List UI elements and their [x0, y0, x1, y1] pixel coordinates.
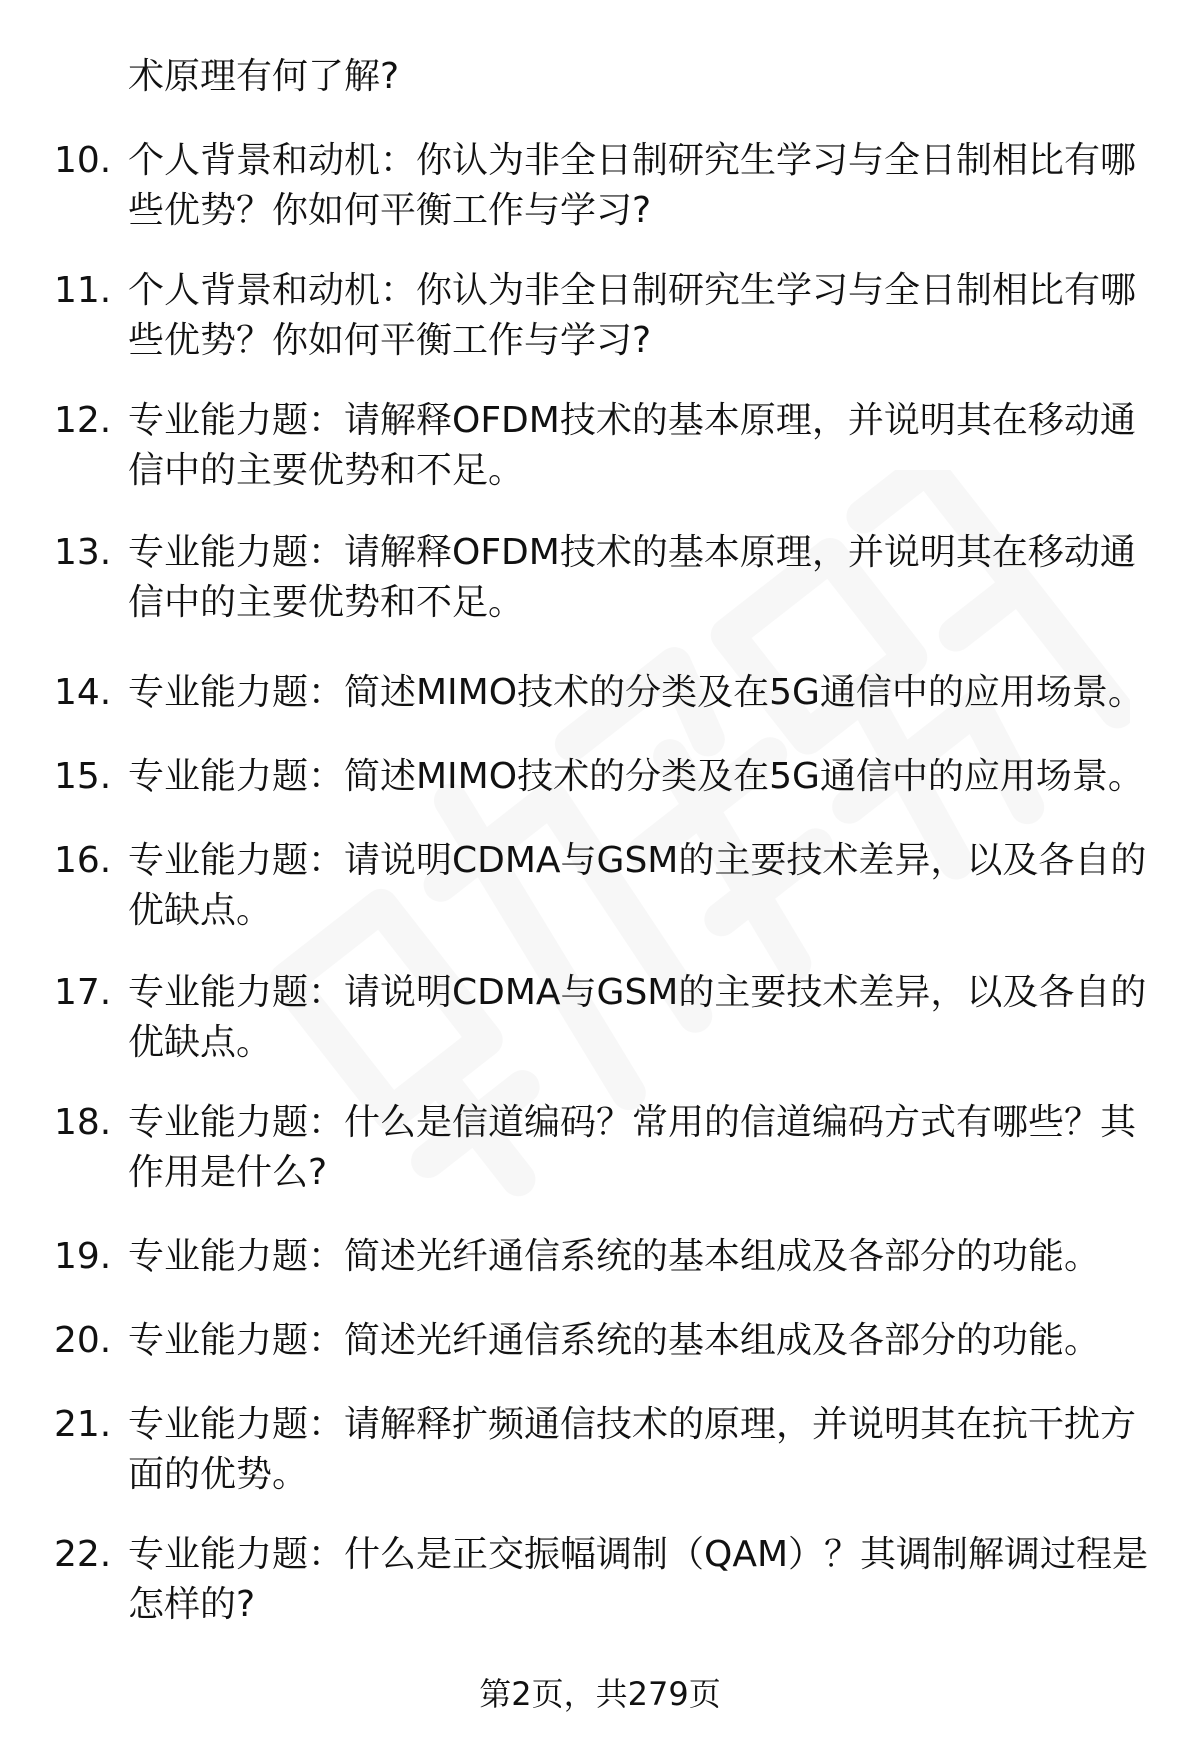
question-number: 20. [54, 1320, 112, 1361]
text-line: 专业能力题：请说明CDMA与GSM的主要技术差异，以及各自的 [128, 840, 1147, 881]
question-text [128, 528, 1168, 628]
question-text [128, 396, 1168, 496]
text-line: 专业能力题：什么是正交振幅调制（QAM）？其调制解调过程是 [128, 1534, 1149, 1575]
text-line: 专业能力题：简述光纤通信系统的基本组成及各部分的功能。 [128, 1320, 1101, 1361]
question-text [128, 1232, 1168, 1282]
question-text [128, 836, 1168, 936]
text-line: 个人背景和动机：你认为非全日制研究生学习与全日制相比有哪 [128, 140, 1137, 181]
text-line: 些优势？你如何平衡工作与学习? [128, 320, 652, 361]
text-line: 些优势？你如何平衡工作与学习? [128, 190, 652, 231]
text-line: 优缺点。 [128, 1022, 273, 1063]
question-text [128, 136, 1168, 236]
question-number: 13. [54, 532, 112, 573]
question-number: 10. [54, 140, 112, 181]
question-text [128, 1316, 1168, 1366]
question-number: 21. [54, 1404, 112, 1445]
question-number: 12. [54, 400, 112, 441]
text-line: 术原理有何了解? [128, 56, 400, 97]
text-line: 专业能力题：简述MIMO技术的分类及在5G通信中的应用场景。 [128, 756, 1144, 797]
text-line: 专业能力题：简述光纤通信系统的基本组成及各部分的功能。 [128, 1236, 1101, 1277]
text-line: 专业能力题：请解释OFDM技术的基本原理，并说明其在移动通 [128, 532, 1136, 573]
continuation-text [128, 52, 1168, 102]
question-text [128, 266, 1168, 366]
question-number: 18. [54, 1102, 112, 1143]
question-number: 11. [54, 270, 112, 311]
text-line: 专业能力题：请说明CDMA与GSM的主要技术差异，以及各自的 [128, 972, 1147, 1013]
question-number: 22. [54, 1534, 112, 1575]
text-line: 信中的主要优势和不足。 [128, 450, 525, 491]
text-line: 怎样的? [128, 1584, 256, 1625]
text-line: 专业能力题：请解释OFDM技术的基本原理，并说明其在移动通 [128, 400, 1136, 441]
text-line: 作用是什么? [128, 1152, 328, 1193]
text-line: 优缺点。 [128, 890, 273, 931]
question-text [128, 1530, 1168, 1630]
question-text [128, 668, 1168, 718]
text-line: 专业能力题：什么是信道编码？常用的信道编码方式有哪些？其 [128, 1102, 1137, 1143]
question-number: 15. [54, 756, 112, 797]
question-number: 16. [54, 840, 112, 881]
text-line: 信中的主要优势和不足。 [128, 582, 525, 623]
page-number: 第2页，共279页 [479, 1675, 721, 1713]
question-number: 17. [54, 972, 112, 1013]
question-number: 14. [54, 672, 112, 713]
text-line: 专业能力题：请解释扩频通信技术的原理，并说明其在抗干扰方 [128, 1404, 1137, 1445]
question-text [128, 1400, 1168, 1500]
text-line: 个人背景和动机：你认为非全日制研究生学习与全日制相比有哪 [128, 270, 1137, 311]
question-text [128, 752, 1168, 802]
text-line: 面的优势。 [128, 1454, 309, 1495]
text-line: 专业能力题：简述MIMO技术的分类及在5G通信中的应用场景。 [128, 672, 1144, 713]
question-text [128, 1098, 1168, 1198]
question-number: 19. [54, 1236, 112, 1277]
question-text [128, 968, 1168, 1068]
